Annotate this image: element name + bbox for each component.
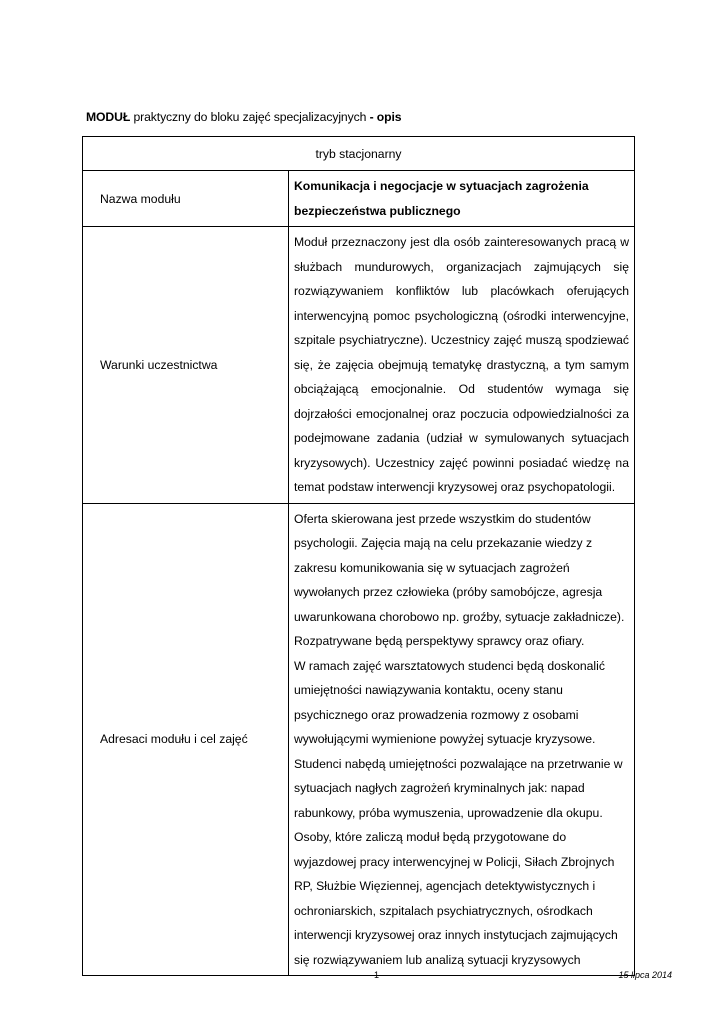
module-name-value bbox=[289, 171, 635, 227]
participation-conditions-text: Moduł przeznaczony jest dla osób zainteresowanych pracą w służbach mundurowych, organizacjach zajmujących się rozwiązywaniem konfliktów lub placówkach oferujących interwencyjną pomoc psychologiczną (ośrodki interwencyjne, szpitale psychiatryczne). Uczestnicy zajęć muszą spodziewać się, że zajęcia obejmują tematykę drastyczną, a tym samym obciążającą emocjonalnie. Od studentów wymaga się dojrzałości emocjonalnej oraz poczucia odpowiedzialności za podejmowane zadania (udział w symulowanych sytuacjach kryzysowych). Uczestnicy zajęć powinni posiadać wiedzę na temat podstaw interwencji kryzysowej oraz psychopatologii. bbox=[294, 235, 629, 494]
text-line: Rozpatrywane będą perspektywy sprawcy oraz ofiary. bbox=[294, 634, 585, 648]
participation-conditions-value bbox=[289, 227, 635, 504]
audience-goal-label: Adresaci modułu i cel zajęć bbox=[83, 503, 289, 976]
text-line: psychicznego oraz prowadzenia rozmowy z osobami bbox=[294, 707, 579, 722]
mode-row bbox=[83, 137, 635, 171]
text-line: interwencji kryzysowej oraz innych instytucjach zajmujących bbox=[294, 928, 618, 942]
mode-cell: tryb stacjonarny bbox=[83, 137, 635, 171]
text-line: sytuacjach nagłych zagrożeń kryminalnych jak: napad bbox=[294, 781, 585, 795]
text-line: RP, Służbie Więziennej, agencjach detektywistycznych i bbox=[294, 879, 596, 893]
document-heading bbox=[86, 110, 401, 124]
module-name-text: Komunikacja i negocjacje w sytuacjach zagrożenia bezpieczeństwa publicznego bbox=[294, 179, 589, 218]
heading-module-word: MODUŁ bbox=[86, 110, 131, 124]
participation-conditions-label: Warunki uczestnictwa bbox=[83, 227, 289, 504]
text-line: wyjazdowej pracy interwencyjnej w Policji, Siłach Zbrojnych bbox=[294, 854, 615, 869]
text-line: Oferta skierowana jest przede wszystkim do studentów bbox=[294, 511, 591, 526]
module-table bbox=[82, 136, 635, 976]
text-line: Osoby, które zaliczą moduł będą przygotowane do bbox=[294, 830, 567, 844]
text-line: ochroniarskich, szpitalach psychiatrycznych, ośrodkach bbox=[294, 903, 593, 918]
text-line: umiejętności nawiązywania kontaktu, oceny stanu bbox=[294, 683, 563, 697]
text-line: Studenci nabędą umiejętności pozwalające na przetrwanie w bbox=[294, 756, 623, 771]
text-line: uwarunkowana chorobowo np. groźby, sytuacje zakładnicze). bbox=[294, 609, 625, 624]
page-number: 1 bbox=[374, 970, 380, 980]
text-line: psychologii. Zajęcia mają na celu przekazanie wiedzy z bbox=[294, 536, 593, 550]
text-line: zakresu komunikowania się w sytuacjach zagrożeń bbox=[294, 560, 570, 575]
text-line: się rozwiązywaniem lub analizą sytuacji kryzysowych bbox=[294, 952, 581, 967]
heading-opis: - opis bbox=[369, 110, 402, 124]
module-name-label: Nazwa modułu bbox=[83, 171, 289, 227]
audience-goal-value bbox=[289, 503, 635, 976]
heading-text: praktyczny do bloku zajęć specjalizacyjnych bbox=[130, 110, 370, 124]
table-row bbox=[83, 503, 635, 976]
table-row bbox=[83, 227, 635, 504]
text-line: rabunkowy, próba wymuszenia, uprowadzenie dla okupu. bbox=[294, 805, 603, 820]
footer-date: 15 lipca 2014 bbox=[618, 970, 672, 980]
text-line: W ramach zajęć warsztatowych studenci będą doskonalić bbox=[294, 658, 605, 673]
audience-goal-text bbox=[294, 507, 629, 973]
text-line: wywołanych przez człowieka (próby samobójcze, agresja bbox=[294, 585, 603, 599]
text-line: wywołującymi wymienione powyżej sytuacje kryzysowe. bbox=[294, 732, 596, 746]
table-row bbox=[83, 171, 635, 227]
